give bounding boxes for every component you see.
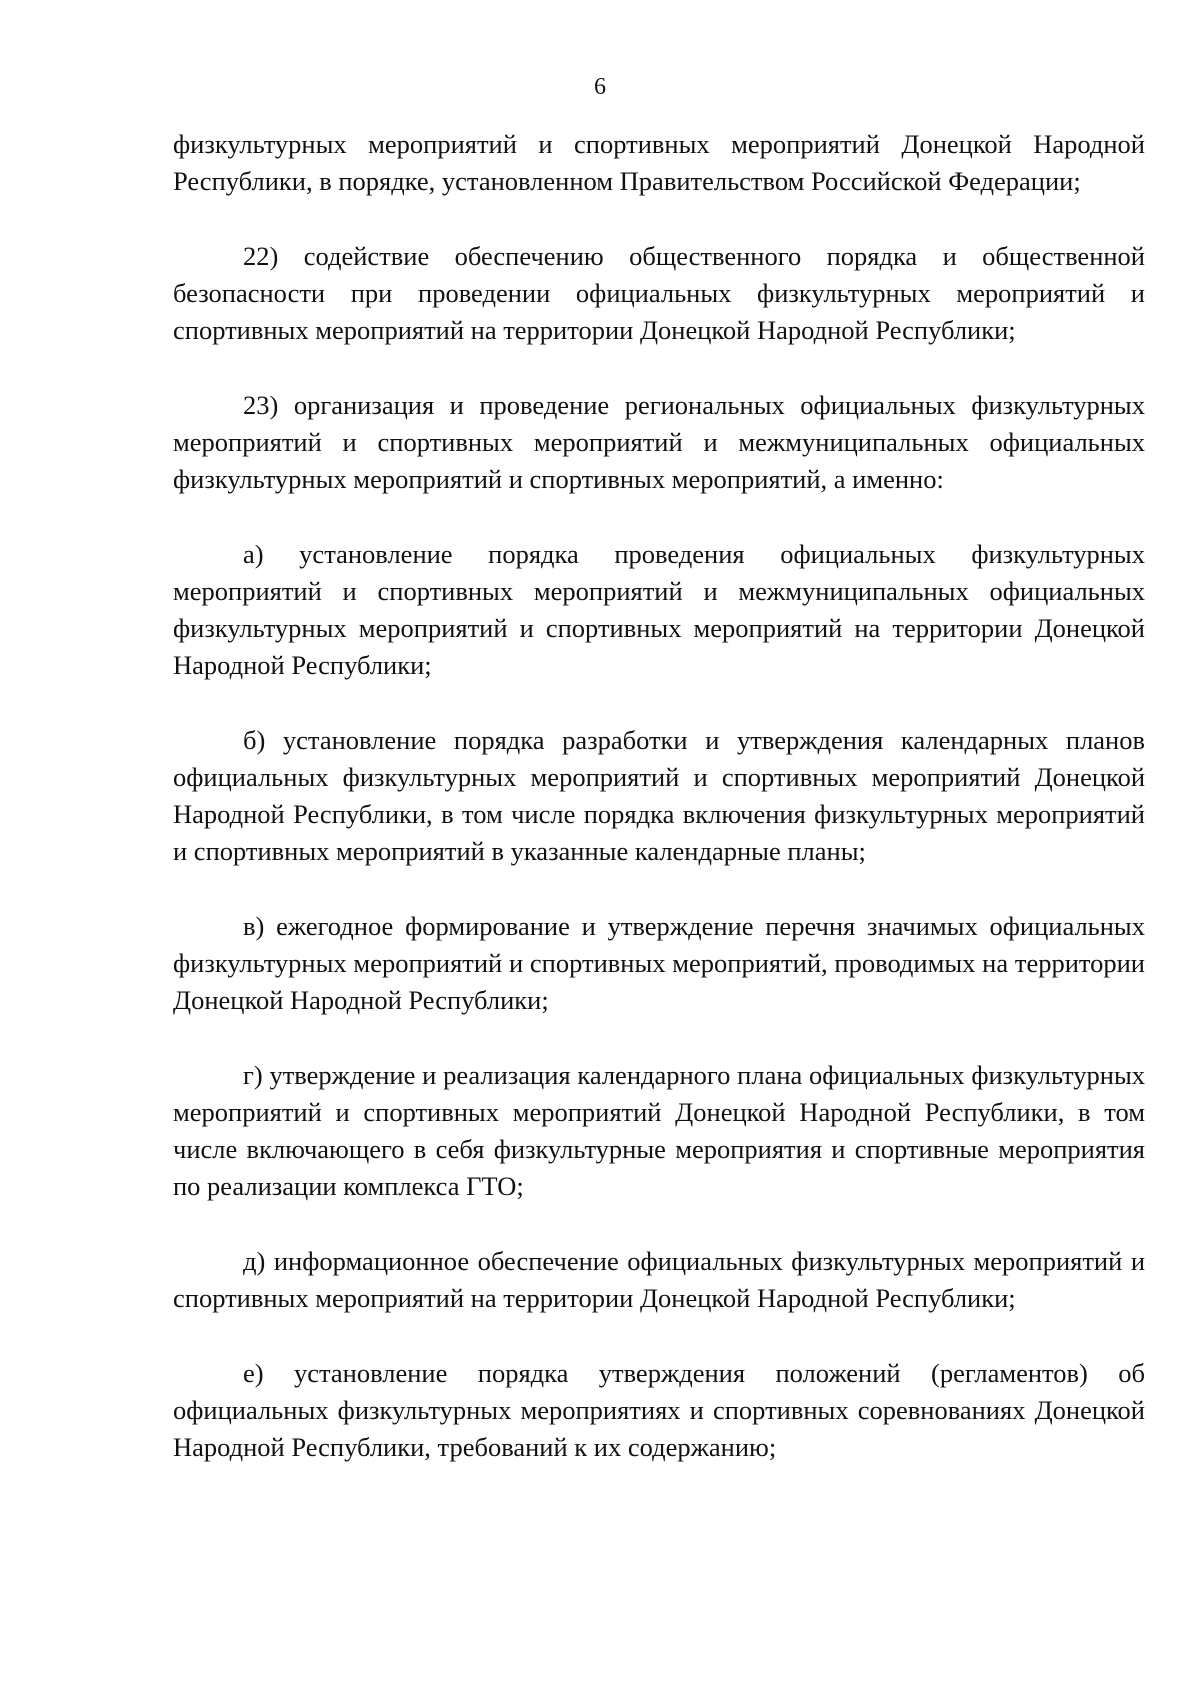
paragraph-subitem-v: в) ежегодное формирование и утверждение перечня значимых официальных физкультурных мероприятий и спортивных мероприятий, проводимых на территории Донецкой Народной Республики; xyxy=(173,911,1145,1015)
paragraph-item-23: 23) организация и проведение региональных официальных физкультурных мероприятий и спортивных мероприятий и межмуниципальных официальных физкультурных мероприятий и спортивных мероприятий, а именно: xyxy=(173,390,1145,494)
paragraph-continuation: физкультурных мероприятий и спортивных мероприятий Донецкой Народной Республики, в порядке, установленном Правительством Российской Федерации; xyxy=(173,129,1145,196)
paragraph-subitem-d: д) информационное обеспечение официальных физкультурных мероприятий и спортивных мероприятий на территории Донецкой Народной Республики; xyxy=(173,1246,1145,1313)
paragraph-subitem-g: г) утверждение и реализация календарного плана официальных физкультурных мероприятий и спортивных мероприятий Донецкой Народной Республики, в том числе включающего в себя физкультурные мероприятия и спортивные мероприятия по реализации комплекса ГТО; xyxy=(173,1060,1145,1201)
paragraph-subitem-e: е) установление порядка утверждения положений (регламентов) об официальных физкультурных мероприятиях и спортивных соревнованиях Донецкой Народной Республики, требований к их содержанию; xyxy=(173,1358,1145,1462)
page-number: 6 xyxy=(594,74,606,100)
paragraph-item-22: 22) содействие обеспечению общественного порядка и общественной безопасности при проведении официальных физкультурных мероприятий и спортивных мероприятий на территории Донецкой Народной Республики; xyxy=(173,241,1145,345)
paragraph-subitem-a: а) установление порядка проведения официальных физкультурных мероприятий и спортивных мероприятий и межмуниципальных официальных физкультурных мероприятий и спортивных мероприятий на территории Донецкой Народной Республики; xyxy=(173,539,1145,680)
document-body xyxy=(173,126,1145,1504)
paragraph-subitem-b: б) установление порядка разработки и утверждения календарных планов официальных физкультурных мероприятий и спортивных мероприятий Донецкой Народной Республики, в том числе порядка включения физкультурных мероприятий и спортивных мероприятий в указанные календарные планы; xyxy=(173,725,1145,866)
